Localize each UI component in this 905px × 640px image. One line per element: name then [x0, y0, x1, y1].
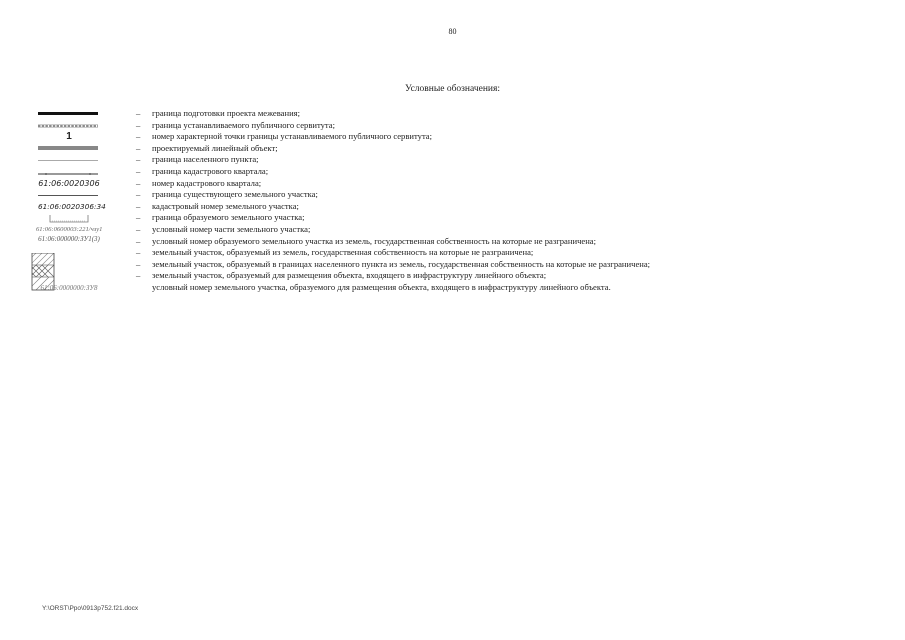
formed-plot-boundary-symbol — [38, 212, 100, 224]
settlement-boundary-symbol — [38, 154, 100, 166]
legend-text: земельный участок, образуемый в границах населенного пункта из земель, государственная собственность на которые не разграничена; — [152, 258, 651, 269]
legend-dash: – — [136, 108, 141, 118]
legend-row — [30, 178, 890, 190]
legend-dash: – — [136, 131, 141, 142]
formed-plot-number-label: 61:06:000000:ЗУ1(3) — [38, 234, 100, 243]
legend-row — [30, 166, 890, 178]
legend-row — [30, 270, 890, 282]
point-number-symbol — [38, 131, 100, 143]
cadastral-number-symbol — [38, 201, 106, 213]
legend-text: условный номер образуемого земельного участка из земель, государственная собственность на которые не разграничена; — [152, 235, 597, 246]
legend-text: номер характерной точки границы устанавливаемого публичного сервитута; — [152, 131, 433, 142]
legend-dash: – — [136, 235, 141, 246]
legend-row — [30, 131, 890, 143]
legend-dash: – — [136, 270, 141, 281]
legend-dash: – — [136, 165, 141, 176]
legend-text: граница кадастрового квартала; — [152, 165, 269, 176]
legend-dash: – — [136, 177, 141, 188]
legend-row — [30, 143, 890, 155]
legend-title: Условные обозначения: — [404, 84, 500, 94]
legend-row — [30, 259, 890, 271]
legend-dash: – — [136, 200, 141, 211]
legend-dash: – — [136, 247, 141, 258]
legend-row — [30, 212, 890, 224]
legend-text: граница существующего земельного участка; — [152, 189, 318, 200]
formed-plot-number-symbol — [38, 236, 100, 248]
legend-text: условный номер земельного участка, образуемого для размещения объекта, входящего в инфраструктуру линейного объекта. — [152, 281, 611, 292]
plot-part-number-label: 61:06:0600003:221/чзу1 — [36, 225, 103, 233]
hatched-area-symbols — [18, 253, 84, 298]
legend-dash: – — [136, 212, 141, 223]
legend-row — [30, 282, 890, 294]
legend-text: земельный участок, образуемый из земель, государственная собственность на которые не разграничена; — [152, 247, 534, 258]
legend-text: граница населенного пункта; — [152, 154, 259, 165]
cadastral-quarter-boundary-symbol — [38, 166, 100, 178]
legend-text: условный номер части земельного участка; — [152, 223, 311, 234]
legend-row — [30, 189, 890, 201]
point-number-label: 1 — [66, 131, 72, 143]
legend-row — [30, 224, 890, 236]
footer-file-path: Y:\ORST\Ppo\0913p752.f21.docx — [42, 605, 139, 612]
legend-row — [30, 236, 890, 248]
legend-row — [30, 201, 890, 213]
legend-text: земельный участок, образуемый для размещения объекта, входящего в инфраструктуру линейного объекта; — [152, 270, 547, 281]
legend-dash: – — [136, 142, 141, 153]
easement-boundary-symbol — [38, 120, 100, 132]
unallocated-land-hatch — [24, 253, 60, 265]
legend-text: кадастровый номер земельного участка; — [152, 200, 299, 211]
cadastral-quarter-label: 61:06:0020306 — [38, 178, 100, 188]
legend-dash: – — [136, 258, 141, 269]
legend-row — [30, 120, 890, 132]
legend-text: граница устанавливаемого публичного сервитута; — [152, 119, 335, 130]
cadastral-number-label: 61:06:0020306:34 — [38, 201, 106, 211]
legend-text: граница подготовки проекта межевания; — [152, 108, 301, 118]
legend-dash: – — [136, 189, 141, 200]
legend-text: граница образуемого земельного участка; — [152, 212, 305, 223]
settlement-land-hatch — [24, 265, 54, 277]
legend-text: номер кадастрового квартала; — [152, 177, 262, 188]
legend-row — [30, 108, 890, 120]
infrastructure-plot-number-label: 61:06:0000000:ЗУ8 — [40, 283, 98, 292]
legend-row — [30, 154, 890, 166]
project-boundary-symbol — [38, 108, 100, 120]
legend-text: проектируемый линейный объект; — [152, 142, 278, 153]
legend-row — [30, 247, 890, 259]
existing-plot-boundary-symbol — [38, 189, 100, 201]
legend — [30, 108, 890, 294]
legend-dash: – — [136, 154, 141, 165]
linear-object-symbol — [38, 143, 100, 155]
cadastral-quarter-number-symbol — [38, 178, 100, 190]
legend-dash: – — [136, 223, 141, 234]
legend-dash: – — [136, 119, 141, 130]
page-number: 80 — [448, 27, 457, 36]
